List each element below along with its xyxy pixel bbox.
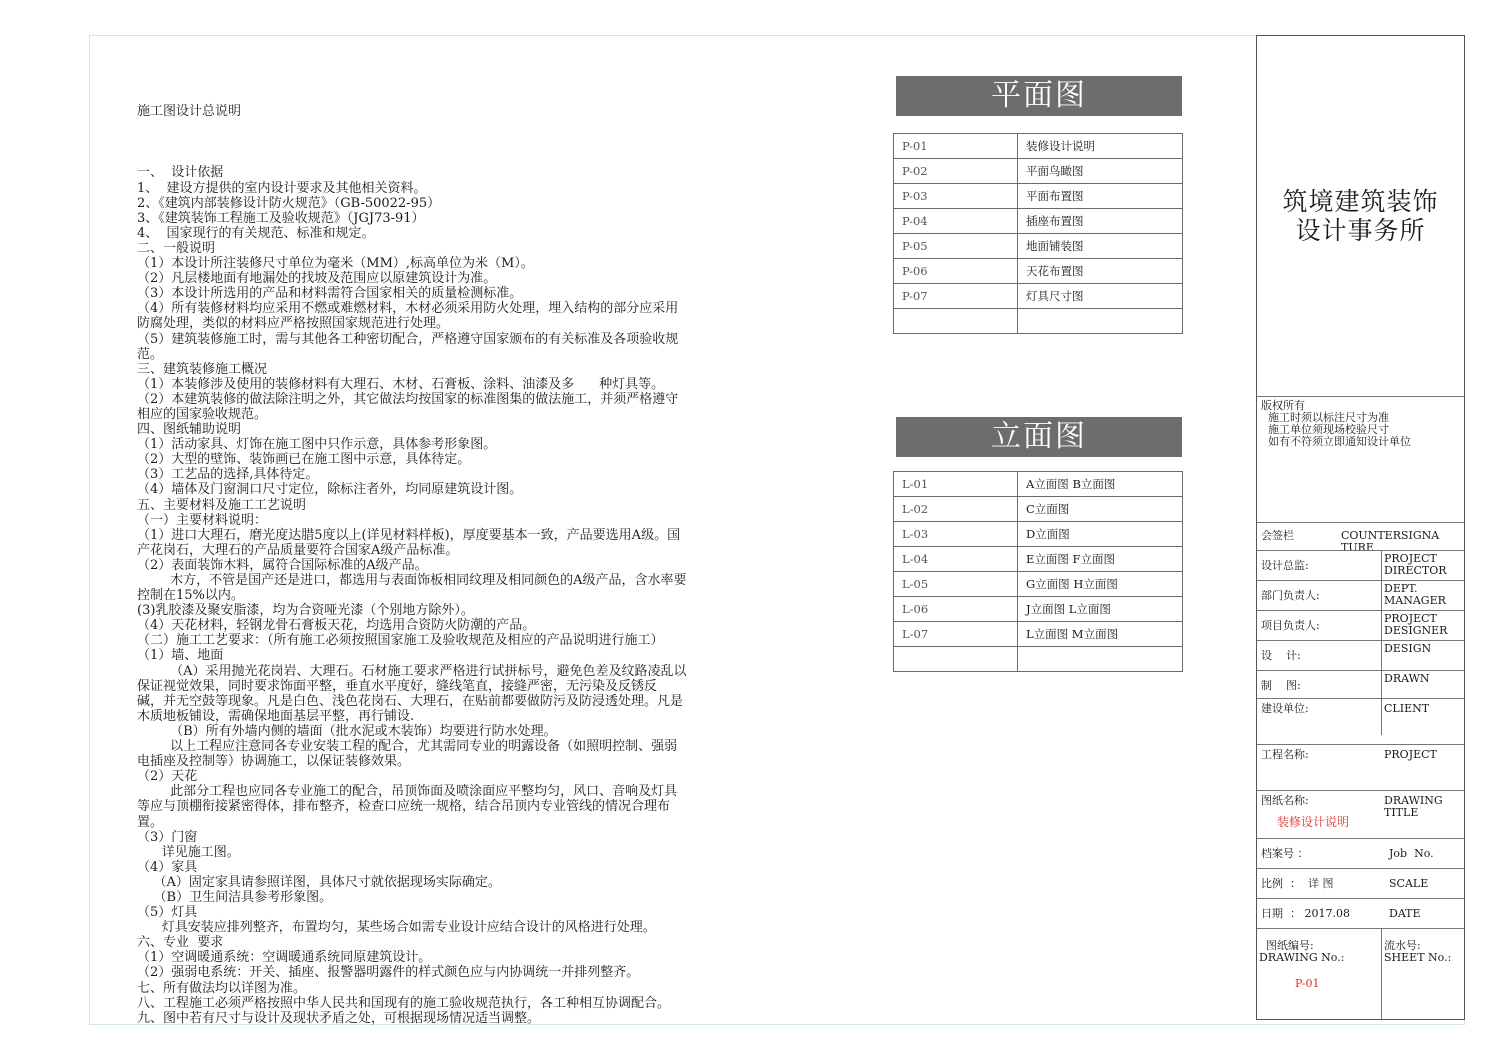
job-number-label-en: Job No. [1389,847,1434,860]
notes-line: （2）表面装饰木料，属符合国际标准的A级产品。 [137,557,428,573]
index-row [894,547,1183,572]
index-row [894,647,1183,672]
notes-line: （4）天花材料，轻钢龙骨石膏板天花，均选用合资防火防潮的产品。 [137,618,536,634]
index-row [894,184,1183,209]
notes-line: 五、主要材料及施工工艺说明 [137,497,307,513]
index-code: P-02 [894,159,1018,184]
notes-line: （5）建筑装修施工时，需与其他各工种密切配合，严格遵守国家颁布的有关标准及各项验收规 [137,331,679,347]
notes-line: （1）墙、地面 [137,648,224,664]
index-code: P-04 [894,209,1018,234]
notes-line: （A）采用抛光花岗岩、大理石。石材施工要求严格进行试拼标号，避免色差及纹路凌乱以 [137,663,687,679]
copyright-note: 版权所有 施工时须以标注尺寸为准 施工单位须现场校验尺寸 如有不符须立即通知设计单位 [1261,399,1411,448]
role-label: 制 图: [1261,679,1301,692]
drawing-title-label: 图纸名称: [1261,794,1309,807]
notes-line: （一）主要材料说明： [137,512,268,528]
index-row [894,522,1183,547]
index-code: L-06 [894,597,1018,622]
notes-line: （1）进口大理石，磨光度达腊5度以上(详见材料样板)，厚度要基本一致，产品要选用A级。国 [137,527,681,543]
notes-line: 九、图中若有尺寸与设计及现状矛盾之处，可根据现场情况适当调整。 [137,1010,541,1026]
plan-index-table [893,133,1183,334]
index-drawing-name [1018,309,1183,334]
role-label-en: DRAWN [1384,672,1430,685]
index-row [894,159,1183,184]
notes-line: 控制在15%以内。 [137,588,244,604]
elevation-index-table [893,471,1183,672]
index-code: P-01 [894,134,1018,159]
index-row [894,209,1183,234]
notes-line: （1）空调暖通系统：空调暖通系统同原建筑设计。 [137,950,432,966]
role-label: 部门负责人: [1261,589,1320,602]
role-label-en: DESIGN [1384,642,1432,655]
notes-line: （2）天花 [137,769,198,785]
index-drawing-name: D立面图 [1018,522,1183,547]
notes-line: 三、建筑装修施工概况 [137,361,268,377]
index-drawing-name: G立面图 H立面图 [1018,572,1183,597]
notes-line: 碱，并无空鼓等现象。凡是白色、浅色花岗石、大理石，在贴前都要做防污及防浸透处理。凡是 [137,693,684,709]
notes-line: 置。 [137,814,164,830]
notes-line: 木方，不管是国产还是进口，都选用与表面饰板相同纹理及相同颜色的A级产品，含水率要 [137,573,687,588]
notes-line: （2）大型的壁饰、装饰画已在施工图中示意，具体待定。 [137,452,471,468]
notes-line: 木质地板铺设，需确保地面基层平整，再行铺设. [137,708,415,724]
index-code: L-04 [894,547,1018,572]
notes-line: 灯具安装应排列整齐，布置均匀，某些场合如需专业设计应结合设计的风格进行处理。 [137,920,656,936]
scale-label-en: SCALE [1389,877,1429,890]
notes-line: （B）所有外墙内侧的墙面（批水泥或木装饰）均要进行防水处理。 [137,723,557,739]
index-row [894,622,1183,647]
index-row [894,597,1183,622]
scale-label: 比例 ： 详 图 [1261,877,1334,890]
index-code [894,309,1018,334]
notes-line: 范。 [137,346,164,362]
index-drawing-name [1018,647,1183,672]
notes-line: 详见施工图。 [137,844,240,860]
index-row [894,572,1183,597]
index-row [894,309,1183,334]
index-code: P-07 [894,284,1018,309]
notes-line: （3）本设计所选用的产品和材料需符合国家相关的质量检测标准。 [137,286,523,302]
index-code: P-03 [894,184,1018,209]
sheet-number-label: 流水号: SHEET No.: [1384,939,1452,964]
notes-line: （2）强弱电系统：开关、插座、报警器明露件的样式颜色应与内协调统一并排列整齐。 [137,965,640,981]
notes-line: 1、 建设方提供的室内设计要求及其他相关资料。 [137,180,427,196]
notes-line: 四、图纸辅助说明 [137,422,242,438]
index-drawing-name: J立面图 L立面图 [1018,597,1183,622]
index-drawing-name: A立面图 B立面图 [1018,472,1183,497]
notes-line: 3、《建筑装饰工程施工及验收规范》（JGJ73-91） [137,210,425,226]
drawing-number-label: 图纸编号: DRAWING No.: [1259,939,1345,964]
notes-line: （4）所有装修材料均应采用不燃或难燃材料，木材必须采用防火处理，埋入结构的部分应采用 [137,301,679,317]
index-row [894,284,1183,309]
notes-body [137,165,777,1025]
notes-line: （1）本设计所注装修尺寸单位为毫米（MM）,标高单位为米（M）。 [137,256,534,272]
notes-line: 等应与顶棚衔接紧密得体，排布整齐，检查口应统一规格，结合吊顶内专业管线的情况合理布 [137,799,671,815]
notes-line: 4、 国家现行的有关规范、标准和规定。 [137,225,375,241]
design-notes [137,74,777,1041]
index-code [894,647,1018,672]
client-label: 建设单位: [1261,702,1309,715]
drawing-number-value: P-01 [1295,977,1320,990]
project-label-en: PROJECT [1384,748,1437,761]
notes-line: （2）本建筑装修的做法除注明之外，其它做法均按国家的标准图集的做法施工，并须严格遵守 [137,391,679,407]
notes-line: （1）本装修涉及使用的装修材料有大理石、木材、石膏板、涂料、油漆及多 种灯具等。 [137,376,665,392]
notes-line: 六、专业 要求 [137,935,224,951]
index-drawing-name: 灯具尺寸图 [1018,284,1183,309]
index-code: P-05 [894,234,1018,259]
client-label-en: CLIENT [1384,702,1430,715]
date-label: 日期 ： 2017.08 [1261,907,1350,920]
drawing-title-value: 装修设计说明 [1277,815,1350,829]
notes-line: 防腐处理，类似的材料应严格按照国家规范进行处理。 [137,316,450,332]
index-drawing-name: 装修设计说明 [1018,134,1183,159]
notes-line: （3）门窗 [137,829,198,845]
notes-line: （4）墙体及门窗洞口尺寸定位，除标注者外，均同原建筑设计图。 [137,482,523,498]
notes-line: 产花岗石，大理石的产品质量要符合国家A级产品标准。 [137,542,459,558]
notes-line: （4）家具 [137,859,198,875]
notes-line: （3）工艺品的选择,具体待定。 [137,467,319,483]
index-code: L-02 [894,497,1018,522]
role-label: 设 计: [1261,649,1301,662]
notes-line: （1）活动家具、灯饰在施工图中只作示意，具体参考形象图。 [137,437,497,453]
project-label: 工程名称: [1261,748,1309,761]
role-label-en: PROJECT DIRECTOR [1384,552,1447,577]
index-code: L-05 [894,572,1018,597]
drawing-title-label-en: DRAWING TITLE [1384,794,1443,819]
index-drawing-name: 平面鸟瞰图 [1018,159,1183,184]
index-row [894,134,1183,159]
index-drawing-name: L立面图 M立面图 [1018,622,1183,647]
notes-line: （二）施工工艺要求：（所有施工必须按照国家施工及验收规范及相应的产品说明进行施工） [137,633,664,649]
index-code: P-06 [894,259,1018,284]
notes-line: （5）灯具 [137,905,198,921]
notes-line: 以上工程应注意同各专业安装工程的配合，尤其需同专业的明露设备（如照明控制、强弱 [137,739,678,755]
index-code: L-01 [894,472,1018,497]
countersign-label: 会签栏 [1261,529,1294,542]
firm-name-line2: 设计事务所 [1295,216,1426,245]
title-block [1256,35,1465,1020]
index-drawing-name: C立面图 [1018,497,1183,522]
notes-line: 相应的国家验收规范。 [137,406,268,422]
notes-line: 保证视觉效果，同时要求饰面平整，垂直水平度好，缝线笔直，接缝严密，无污染及反锈反 [137,678,658,694]
notes-line: 二、一般说明 [137,240,216,256]
index-drawing-name: 天花布置图 [1018,259,1183,284]
plan-index-banner: 平面图 [896,76,1182,116]
notes-title: 施工图设计总说明 [137,104,242,120]
notes-line: 八、工程施工必须严格按照中华人民共和国现有的施工验收规范执行，各工种相互协调配合。 [137,995,671,1011]
index-code: L-07 [894,622,1018,647]
role-label-en: DEPT. MANAGER [1384,582,1446,607]
notes-line: （A）固定家具请参照详图，具体尺寸就依据现场实际确定。 [137,874,501,890]
notes-line: 七、所有做法均以详图为准。 [137,980,307,996]
notes-line: 此部分工程也应同各专业施工的配合，吊顶饰面及喷涂面应平整均匀，风口、音响及灯具 [137,784,678,800]
index-row [894,259,1183,284]
date-label-en: DATE [1389,907,1421,920]
role-label: 设计总监: [1261,559,1309,572]
role-label-en: PROJECT DESIGNER [1384,612,1448,637]
index-row [894,497,1183,522]
notes-line: （B）卫生间洁具参考形象图。 [137,889,333,905]
index-drawing-name: E立面图 F立面图 [1018,547,1183,572]
notes-line: (3)乳胶漆及聚安脂漆，均为合资哑光漆（个别地方除外）。 [137,603,474,619]
role-label: 项目负责人: [1261,619,1320,632]
index-row [894,234,1183,259]
firm-name-line1: 筑境建筑装饰 [1282,187,1439,216]
index-drawing-name: 地面铺装图 [1018,234,1183,259]
notes-line: （2）凡层楼地面有地漏处的找坡及范围应以原建筑设计为准。 [137,271,497,287]
notes-line: 一、 设计依据 [137,165,224,181]
job-number-label: 档案号 ： [1261,847,1309,860]
index-row [894,472,1183,497]
index-code: L-03 [894,522,1018,547]
countersign-label-en: COUNTERSIGNA TURE [1341,529,1443,554]
notes-line: 2、《建筑内部装修设计防火规范》（GB-50022-95） [137,195,441,211]
index-drawing-name: 平面布置图 [1018,184,1183,209]
firm-name [1257,36,1464,396]
index-drawing-name: 插座布置图 [1018,209,1183,234]
elevation-index-banner: 立面图 [896,417,1182,457]
notes-line: 电插座及控制等）协调施工，以保证装修效果。 [137,754,411,770]
